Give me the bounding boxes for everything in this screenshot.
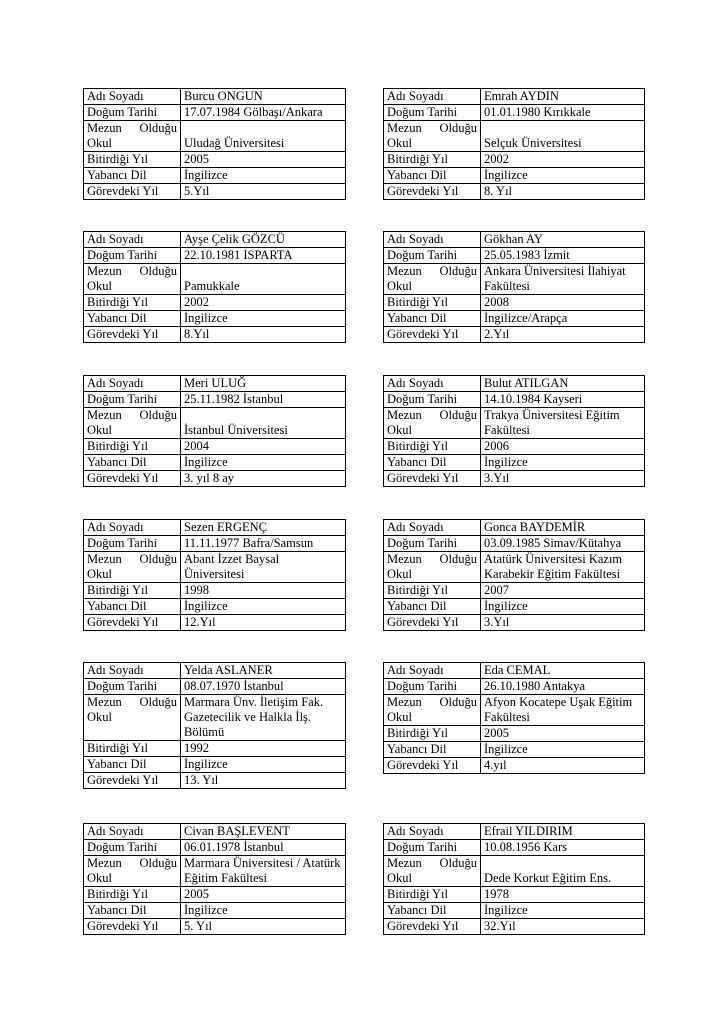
school-row [84,856,346,887]
field-value: İngilizce [481,455,645,471]
name-row [384,520,645,536]
teacher-card [383,231,645,343]
field-value: Burcu ONGUN [181,89,346,105]
school-row [384,552,645,583]
field-label: Adı Soyadı [384,232,481,248]
name-row [384,89,645,105]
field-label: Yabancı Dil [84,903,181,919]
name-row [384,376,645,392]
field-value: 22.10.1981 ISPARTA [181,248,346,264]
graduation-year-row [84,741,346,757]
field-value: 03.09.1985 Simav/Kütahya [481,536,645,552]
field-value: 2007 [481,583,645,599]
field-label: Doğum Tarihi [84,679,181,695]
field-label: Görevdeki Yıl [384,327,481,343]
language-row [84,311,346,327]
field-value: İngilizce [481,599,645,615]
field-label: Adı Soyadı [384,824,481,840]
field-label: Görevdeki Yıl [84,184,181,200]
field-label: Mezun Olduğu Okul [384,856,481,887]
field-value: İngilizce [181,168,346,184]
field-value: 5. Yıl [181,919,346,935]
school-row [384,121,645,152]
school-row [84,552,346,583]
field-label: Doğum Tarihi [384,392,481,408]
field-value: 2005 [181,152,346,168]
service-years-row [84,919,346,935]
language-row [384,455,645,471]
service-years-row [384,615,645,631]
field-label: Bitirdiği Yıl [384,583,481,599]
teacher-card [83,231,346,343]
field-label: Yabancı Dil [84,311,181,327]
service-years-row [384,471,645,487]
field-label: Adı Soyadı [84,89,181,105]
field-value: 2005 [181,887,346,903]
birth-row [84,840,346,856]
field-value: Sezen ERGENÇ [181,520,346,536]
field-value: Gonca BAYDEMİR [481,520,645,536]
graduation-year-row [84,152,346,168]
name-row [384,232,645,248]
field-label: Görevdeki Yıl [384,919,481,935]
name-row [84,232,346,248]
field-value: 3.Yıl [481,615,645,631]
field-label: Yabancı Dil [384,742,481,758]
field-label: Bitirdiği Yıl [384,152,481,168]
language-row [384,903,645,919]
field-value: Uludağ Üniversitesi [181,121,346,152]
birth-row [84,679,346,695]
field-value: 32.Yıl [481,919,645,935]
birth-row [384,679,645,695]
field-value: 26.10.1980 Antakya [481,679,645,695]
service-years-row [84,184,346,200]
school-row [84,408,346,439]
language-row [384,168,645,184]
field-label: Yabancı Dil [84,599,181,615]
field-value: 1992 [181,741,346,757]
field-value: İngilizce [481,742,645,758]
field-value: 08.07.1970 İstanbul [181,679,346,695]
field-value: Marmara Ünv. İletişim Fak. Gazetecilik ve Halkla İlş. Bölümü [181,695,346,741]
field-label: Yabancı Dil [84,757,181,773]
teacher-card [383,88,645,200]
teacher-card [83,823,346,935]
field-value: Civan BAŞLEVENT [181,824,346,840]
teacher-card [83,519,346,631]
field-value: Emrah AYDIN [481,89,645,105]
field-value: İngilizce [481,168,645,184]
school-row [84,695,346,741]
field-label: Görevdeki Yıl [384,758,481,774]
field-value: Afyon Kocatepe Uşak Eğitim Fakültesi [481,695,645,726]
school-row [84,121,346,152]
field-label: Yabancı Dil [84,168,181,184]
graduation-year-row [384,152,645,168]
field-value: 8.Yıl [181,327,346,343]
field-label: Mezun Olduğu Okul [384,695,481,726]
field-value: Gökhan AY [481,232,645,248]
field-value: İngilizce [181,757,346,773]
field-label: Adı Soyadı [384,663,481,679]
field-label: Yabancı Dil [384,455,481,471]
field-label: Bitirdiği Yıl [84,439,181,455]
field-value: 1978 [481,887,645,903]
service-years-row [84,615,346,631]
field-value: Ankara Üniversitesi İlahiyat Fakültesi [481,264,645,295]
name-row [84,663,346,679]
birth-row [384,392,645,408]
field-label: Mezun Olduğu Okul [384,264,481,295]
field-value: 2002 [481,152,645,168]
field-value: 14.10.1984 Kayseri [481,392,645,408]
service-years-row [84,773,346,789]
teacher-card [83,88,346,200]
field-label: Adı Soyadı [84,663,181,679]
field-label: Mezun Olduğu Okul [384,121,481,152]
field-value: İstanbul Üniversitesi [181,408,346,439]
field-label: Bitirdiği Yıl [84,152,181,168]
field-value: İngilizce [481,903,645,919]
field-label: Mezun Olduğu Okul [84,695,181,741]
field-value: İngilizce [181,903,346,919]
language-row [384,599,645,615]
field-value: İngilizce [181,599,346,615]
language-row [84,757,346,773]
field-label: Doğum Tarihi [384,536,481,552]
graduation-year-row [84,439,346,455]
service-years-row [84,471,346,487]
field-value: 2005 [481,726,645,742]
school-row [384,856,645,887]
field-label: Adı Soyadı [84,520,181,536]
field-value: 5.Yıl [181,184,346,200]
field-label: Görevdeki Yıl [384,615,481,631]
field-label: Doğum Tarihi [84,840,181,856]
birth-row [84,105,346,121]
field-value: İngilizce [181,455,346,471]
field-label: Doğum Tarihi [84,248,181,264]
field-label: Yabancı Dil [84,455,181,471]
field-value: Abant İzzet Baysal Üniversitesi [181,552,346,583]
birth-row [84,536,346,552]
language-row [84,455,346,471]
field-value: 4.yıl [481,758,645,774]
field-label: Doğum Tarihi [384,248,481,264]
field-value: İngilizce [181,311,346,327]
service-years-row [384,758,645,774]
field-value: Meri ULUĞ [181,376,346,392]
field-label: Görevdeki Yıl [384,471,481,487]
field-label: Adı Soyadı [84,376,181,392]
field-value: 17.07.1984 Gölbaşı/Ankara [181,105,346,121]
teacher-card [83,662,346,789]
field-value: Marmara Üniversitesi / Atatürk Eğitim Fakültesi [181,856,346,887]
graduation-year-row [84,887,346,903]
field-label: Doğum Tarihi [84,105,181,121]
graduation-year-row [84,583,346,599]
field-value: 2008 [481,295,645,311]
name-row [384,824,645,840]
teacher-card [383,823,645,935]
language-row [84,903,346,919]
field-value: 25.05.1983 İzmit [481,248,645,264]
field-value: Eda CEMAL [481,663,645,679]
field-label: Görevdeki Yıl [84,919,181,935]
field-value: 12.Yıl [181,615,346,631]
field-label: Adı Soyadı [384,520,481,536]
field-value: Bulut ATILGAN [481,376,645,392]
teacher-card [383,375,645,487]
field-value: Trakya Üniversitesi Eğitim Fakültesi [481,408,645,439]
field-value: 2002 [181,295,346,311]
service-years-row [384,184,645,200]
field-label: Doğum Tarihi [384,679,481,695]
field-value: 11.11.1977 Bafra/Samsun [181,536,346,552]
field-value: Dede Korkut Eğitim Ens. [481,856,645,887]
name-row [84,824,346,840]
school-row [384,264,645,295]
school-row [384,695,645,726]
graduation-year-row [384,887,645,903]
field-value: 1998 [181,583,346,599]
field-value: Ayşe Çelik GÖZCÜ [181,232,346,248]
field-label: Adı Soyadı [384,376,481,392]
school-row [84,264,346,295]
graduation-year-row [384,726,645,742]
field-value: 8. Yıl [481,184,645,200]
field-label: Görevdeki Yıl [384,184,481,200]
field-value: Efrail YILDIRIM [481,824,645,840]
field-label: Görevdeki Yıl [84,773,181,789]
language-row [84,599,346,615]
field-label: Görevdeki Yıl [84,615,181,631]
field-label: Bitirdiği Yıl [384,295,481,311]
field-label: Bitirdiği Yıl [84,583,181,599]
field-value: 2006 [481,439,645,455]
field-label: Yabancı Dil [384,168,481,184]
graduation-year-row [84,295,346,311]
field-label: Doğum Tarihi [84,536,181,552]
teacher-card [83,375,346,487]
field-label: Doğum Tarihi [384,840,481,856]
field-label: Mezun Olduğu Okul [384,408,481,439]
field-label: Adı Soyadı [84,824,181,840]
field-value: 13. Yıl [181,773,346,789]
birth-row [384,840,645,856]
language-row [384,311,645,327]
birth-row [84,392,346,408]
field-label: Doğum Tarihi [84,392,181,408]
field-label: Bitirdiği Yıl [84,295,181,311]
birth-row [384,536,645,552]
birth-row [84,248,346,264]
name-row [84,89,346,105]
field-value: 06.01.1978 İstanbul [181,840,346,856]
field-value: Selçuk Üniversitesi [481,121,645,152]
name-row [84,520,346,536]
birth-row [384,105,645,121]
teacher-card [383,662,645,774]
service-years-row [384,327,645,343]
field-label: Doğum Tarihi [384,105,481,121]
language-row [384,742,645,758]
field-label: Adı Soyadı [384,89,481,105]
field-label: Yabancı Dil [384,903,481,919]
field-label: Görevdeki Yıl [84,471,181,487]
graduation-year-row [384,583,645,599]
field-value: 3.Yıl [481,471,645,487]
language-row [84,168,346,184]
field-label: Mezun Olduğu Okul [84,856,181,887]
service-years-row [84,327,346,343]
field-label: Yabancı Dil [384,311,481,327]
graduation-year-row [384,295,645,311]
field-label: Mezun Olduğu Okul [84,408,181,439]
field-label: Bitirdiği Yıl [384,726,481,742]
field-value: 01.01.1980 Kırıkkale [481,105,645,121]
field-value: 2004 [181,439,346,455]
field-label: Görevdeki Yıl [84,327,181,343]
service-years-row [384,919,645,935]
field-value: 25.11.1982 İstanbul [181,392,346,408]
field-value: 3. yıl 8 ay [181,471,346,487]
field-label: Mezun Olduğu Okul [84,264,181,295]
field-value: 10.08.1956 Kars [481,840,645,856]
birth-row [384,248,645,264]
field-label: Bitirdiği Yıl [384,887,481,903]
field-value: Atatürk Üniversitesi Kazım Karabekir Eğitim Fakültesi [481,552,645,583]
field-label: Mezun Olduğu Okul [84,552,181,583]
field-label: Bitirdiği Yıl [84,887,181,903]
school-row [384,408,645,439]
field-value: İngilizce/Arapça [481,311,645,327]
field-label: Bitirdiği Yıl [384,439,481,455]
field-value: Yelda ASLANER [181,663,346,679]
field-label: Bitirdiği Yıl [84,741,181,757]
field-label: Mezun Olduğu Okul [84,121,181,152]
name-row [384,663,645,679]
teacher-card [383,519,645,631]
field-label: Mezun Olduğu Okul [384,552,481,583]
name-row [84,376,346,392]
graduation-year-row [384,439,645,455]
field-label: Adı Soyadı [84,232,181,248]
field-label: Yabancı Dil [384,599,481,615]
field-value: 2.Yıl [481,327,645,343]
field-value: Pamukkale [181,264,346,295]
